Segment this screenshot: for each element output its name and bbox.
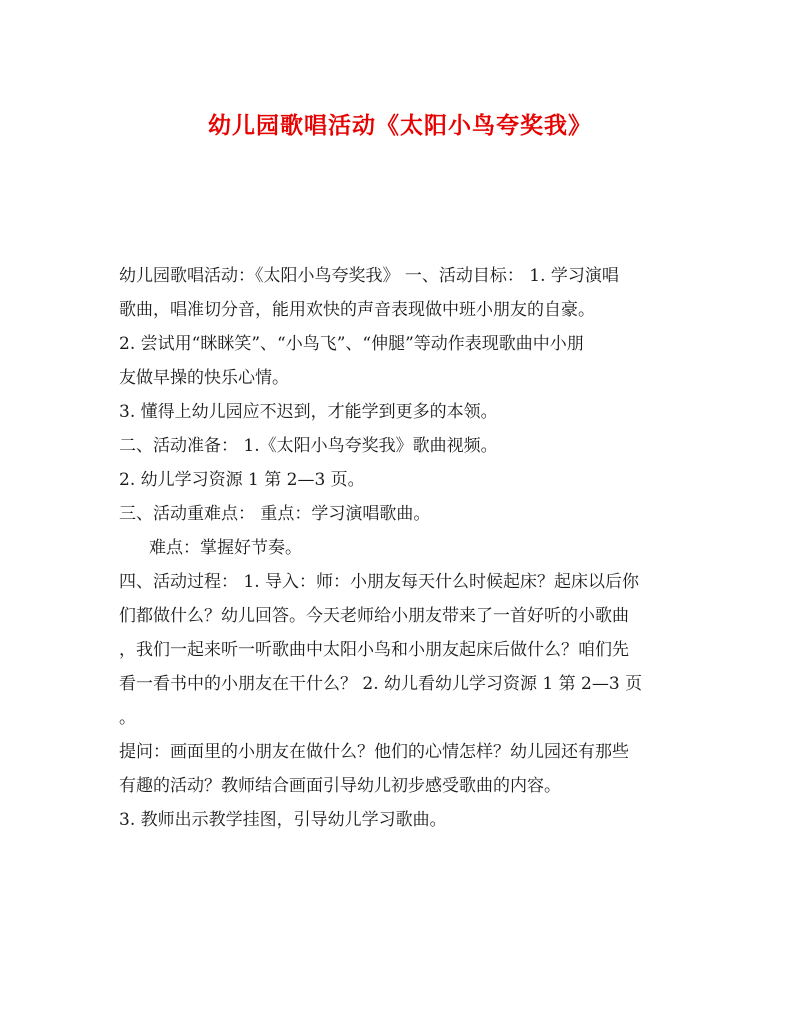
paragraph-line: 看一看书中的小朋友在干什么？ 2. 幼儿看幼儿学习资源 1 第 2—3 页 bbox=[119, 674, 643, 694]
document-body bbox=[119, 259, 684, 837]
paragraph-line: 2. 幼儿学习资源 1 第 2—3 页。 bbox=[119, 470, 365, 490]
paragraph-line: 有趣的活动？教师结合画面引导幼儿初步感受歌曲的内容。 bbox=[119, 776, 561, 796]
paragraph-line: 友做早操的快乐心情。 bbox=[119, 368, 289, 388]
paragraph-line: 2. 尝试用“眯眯笑”、“小鸟飞”、“伸腿”等动作表现歌曲中小朋 bbox=[119, 334, 584, 354]
paragraph-line: 。 bbox=[119, 708, 136, 728]
paragraph-line: 提问：画面里的小朋友在做什么？他们的心情怎样？幼儿园还有那些 bbox=[119, 742, 629, 762]
paragraph-line: 幼儿园歌唱活动：《太阳小鸟夸奖我》 一、活动目标： 1. 学习演唱 bbox=[119, 266, 619, 286]
paragraph-line: 四、活动过程： 1. 导入：师：小朋友每天什么时候起床？起床以后你 bbox=[119, 572, 640, 592]
paragraph-line: 歌曲，唱准切分音，能用欢快的声音表现做中班小朋友的自豪。 bbox=[119, 300, 595, 320]
document-title: 幼儿园歌唱活动《太阳小鸟夸奖我》 bbox=[208, 112, 592, 139]
paragraph-line: 们都做什么？幼儿回答。今天老师给小朋友带来了一首好听的小歌曲 bbox=[119, 606, 629, 626]
paragraph-line: ，我们一起来听一听歌曲中太阳小鸟和小朋友起床后做什么？咱们先 bbox=[119, 640, 629, 660]
paragraph-line: 3. 懂得上幼儿园应不迟到，才能学到更多的本领。 bbox=[119, 402, 498, 422]
paragraph-line: 难点：掌握好节奏。 bbox=[149, 538, 302, 558]
paragraph-line: 二、活动准备： 1.《太阳小鸟夸奖我》歌曲视频。 bbox=[119, 436, 498, 456]
paragraph-line: 3. 教师出示教学挂图，引导幼儿学习歌曲。 bbox=[119, 810, 447, 830]
paragraph-line: 三、活动重难点： 重点：学习演唱歌曲。 bbox=[119, 504, 431, 524]
